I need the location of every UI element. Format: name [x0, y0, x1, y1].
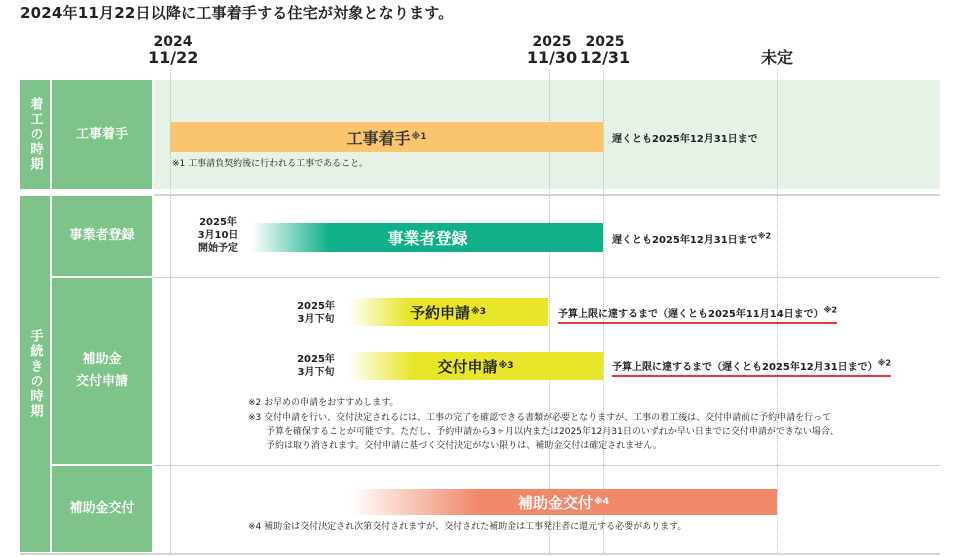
date-2025-11-30: [526, 34, 578, 66]
date-day: 11/22: [148, 48, 199, 67]
section-procedure-label: 手続きの時期: [27, 329, 43, 419]
registration-deadline-text: 遅くとも2025年12月31日まで: [612, 235, 758, 246]
registration-start: 2025年 3月10日 開始予定: [197, 217, 239, 254]
page-headline: 2024年11月22日以降に工事着手する住宅が対象となります。: [20, 4, 454, 22]
date-year: 2025: [585, 34, 625, 50]
section-procedure-sidebar: [20, 196, 50, 552]
date-2024-11-22: [148, 34, 198, 66]
note-mark: ※4: [594, 497, 610, 507]
date-year: 2024: [153, 34, 193, 50]
bottom-divider: [20, 553, 940, 555]
note-mark: ※1: [411, 132, 427, 142]
note-3: ※3 交付申請を行い、交付決定されるには、工事の完了を確認できる書類が必要となりますが、工事の着工後は、交付申請前に予約申請を行って 予算を確保することが可能です。ただし、予約申請から3ヶ月以内または2025年12月31日のいずれか早い日までに交付申請ができない場合、 予約は取り消されます。交付申請に基づく交付決定がない限りは、補助金交付は確定されません。: [248, 413, 839, 451]
note-mark: ※3: [471, 307, 487, 317]
reserve-bar-label: 予約申請: [409, 303, 470, 322]
grant-bar-label: 交付申請: [437, 357, 498, 376]
construction-bar: [170, 122, 603, 152]
construction-deadline: 遅くとも2025年12月31日まで: [612, 134, 758, 145]
row-divider: [154, 277, 940, 278]
note-mark: ※2: [823, 305, 838, 315]
row-label-construction: 工事着手: [52, 80, 152, 189]
registration-bar: [252, 223, 603, 252]
grant-start: 2025年 3月下旬: [297, 354, 335, 378]
reserve-deadline-text: 予算上限に達するまで（遅くとも2025年11月14日まで）: [558, 309, 824, 320]
row-label-registration: 事業者登録: [52, 196, 152, 276]
grant-deadline: [612, 358, 891, 377]
note-mark: ※2: [757, 231, 772, 241]
grant-bar: [348, 352, 603, 380]
reserve-start: 2025年 3月下旬: [297, 301, 335, 325]
section-construction-label: 着工の時期: [27, 97, 43, 172]
date-day: 11/30: [526, 48, 578, 67]
reserve-bar: [348, 298, 548, 326]
section-construction-sidebar: [20, 80, 50, 189]
row-label-application: 補助金 交付申請: [52, 278, 152, 464]
date-year: 2025: [532, 34, 572, 50]
payment-bar: [350, 489, 777, 515]
registration-bar-label: 事業者登録: [387, 229, 468, 248]
construction-bar-label: 工事着手: [346, 128, 411, 148]
note-4: ※4 補助金は交付決定され次第交付されますが、交付された補助金は工事発注者に還元する必要があります。: [248, 522, 687, 532]
grant-deadline-text: 予算上限に達するまで（遅くとも2025年12月31日まで）: [612, 362, 878, 373]
note-mark: ※2: [877, 358, 892, 368]
reserve-deadline: [558, 305, 837, 324]
payment-bar-label: 補助金交付: [517, 493, 593, 512]
note-1: ※1 工事請負契約後に行われる工事であること。: [172, 159, 369, 169]
row-divider: [154, 465, 940, 466]
date-2025-12-31: [579, 34, 631, 66]
note-2: ※2 お早めの申請をおすすめします。: [248, 398, 399, 408]
registration-deadline: [612, 231, 771, 246]
section-divider: [154, 194, 940, 196]
note-mark: ※3: [498, 361, 514, 371]
date-undecided: 未定: [760, 48, 793, 67]
row-label-payment: 補助金交付: [52, 466, 152, 552]
date-day: 12/31: [579, 48, 631, 67]
